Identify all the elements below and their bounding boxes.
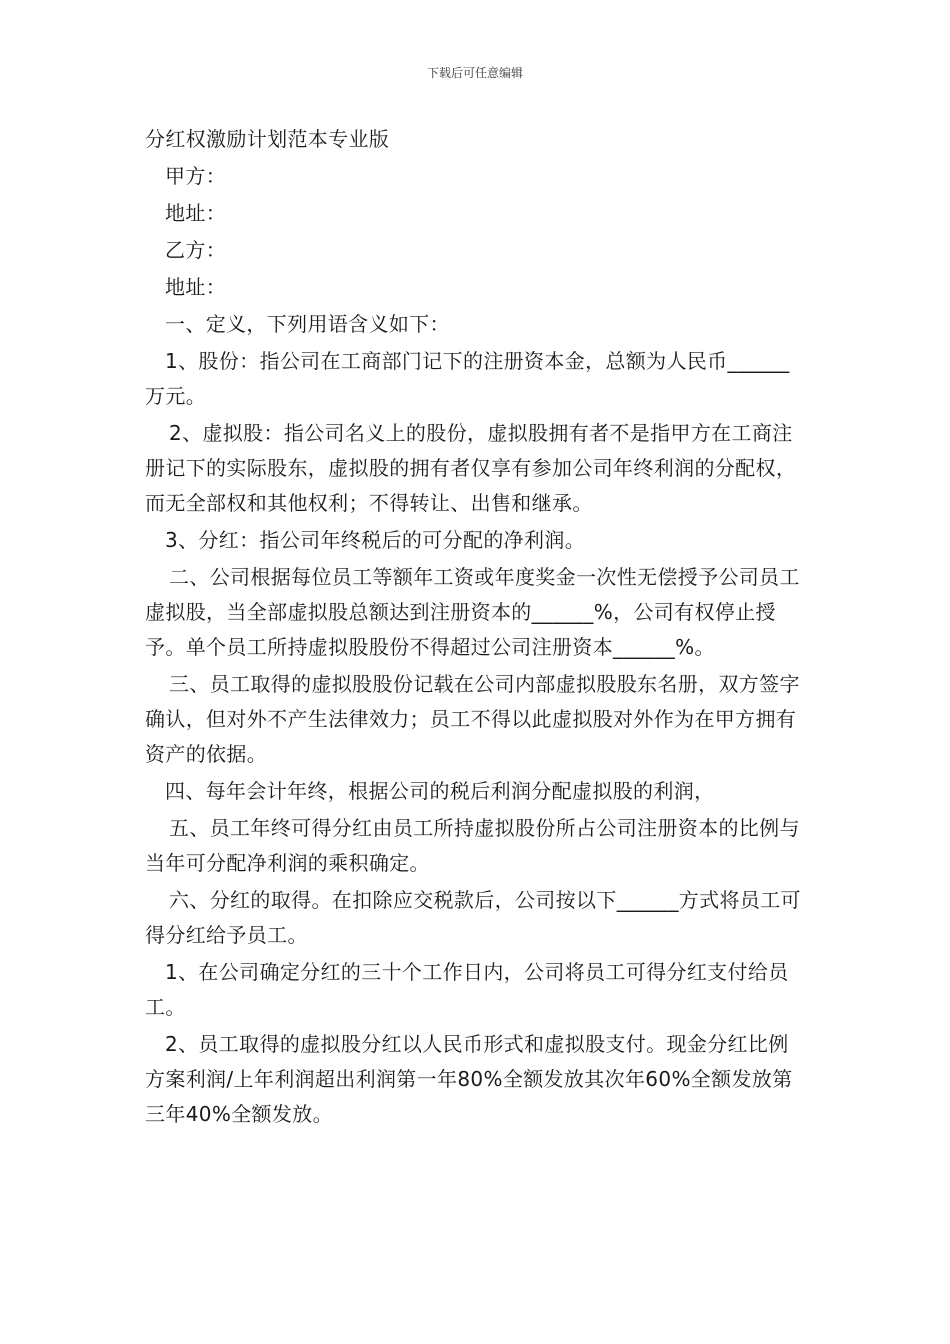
section-dividend-receipt: 六、分红的取得。在扣除应交税款后，公司按以下______方式将员工可得分红给予员工。: [145, 888, 801, 947]
definition-virtual-shares: 2、虚拟股：指公司名义上的股份，虚拟股拥有者不是指甲方在工商注册记下的实际股东，虚拟股的拥有者仅享有参加公司年终利润的分配权，而无全部权和其他权利；不得转让、出售和继承。: [145, 421, 797, 515]
address-a-field: 地址：: [165, 201, 227, 225]
section-registry: 三、员工取得的虚拟股股份记载在公司内部虚拟股股东名册，双方签字确认，但对外不产生法律效力；员工不得以此虚拟股对外作为在甲方拥有资产的依据。: [145, 672, 800, 766]
receipt-clause-2: 2、员工取得的虚拟股分红以人民币形式和虚拟股支付。现金分红比例方案利润/上年利润超出利润第一年80%全额发放其次年60%全额发放第三年40%全额发放。: [145, 1032, 793, 1126]
page-header-note: 下载后可任意编辑: [426, 66, 523, 80]
section-annual-distribution: 四、每年会计年终，根据公司的税后利润分配虚拟股的利润，: [165, 779, 715, 803]
receipt-clause-1: 1、在公司确定分红的三十个工作日内，公司将员工可得分红支付给员工。: [145, 960, 789, 1019]
section-grant: 二、公司根据每位员工等额年工资或年度奖金一次性无偿授予公司员工虚拟股，当全部虚拟股总额达到注册资本的______%，公司有权停止授予。单个员工所持虚拟股股份不得超过公司注册资本______%。: [145, 565, 800, 659]
definition-dividend: 3、分红：指公司年终税后的可分配的净利润。: [165, 528, 586, 552]
party-a-field: 甲方：: [165, 164, 227, 188]
section-definitions: 一、定义，下列用语含义如下：: [165, 312, 450, 336]
section-dividend-calculation: 五、员工年终可得分红由员工所持虚拟股份所占公司注册资本的比例与当年可分配净利润的乘积确定。: [145, 816, 800, 875]
document-body: [145, 122, 807, 1134]
party-b-field: 乙方：: [165, 238, 227, 262]
address-b-field: 地址：: [165, 275, 227, 299]
definition-shares: 1、股份：指公司在工商部门记下的注册资本金，总额为人民币______万元。: [145, 349, 790, 408]
document-title: 分红权激励计划范本专业版: [145, 127, 390, 151]
